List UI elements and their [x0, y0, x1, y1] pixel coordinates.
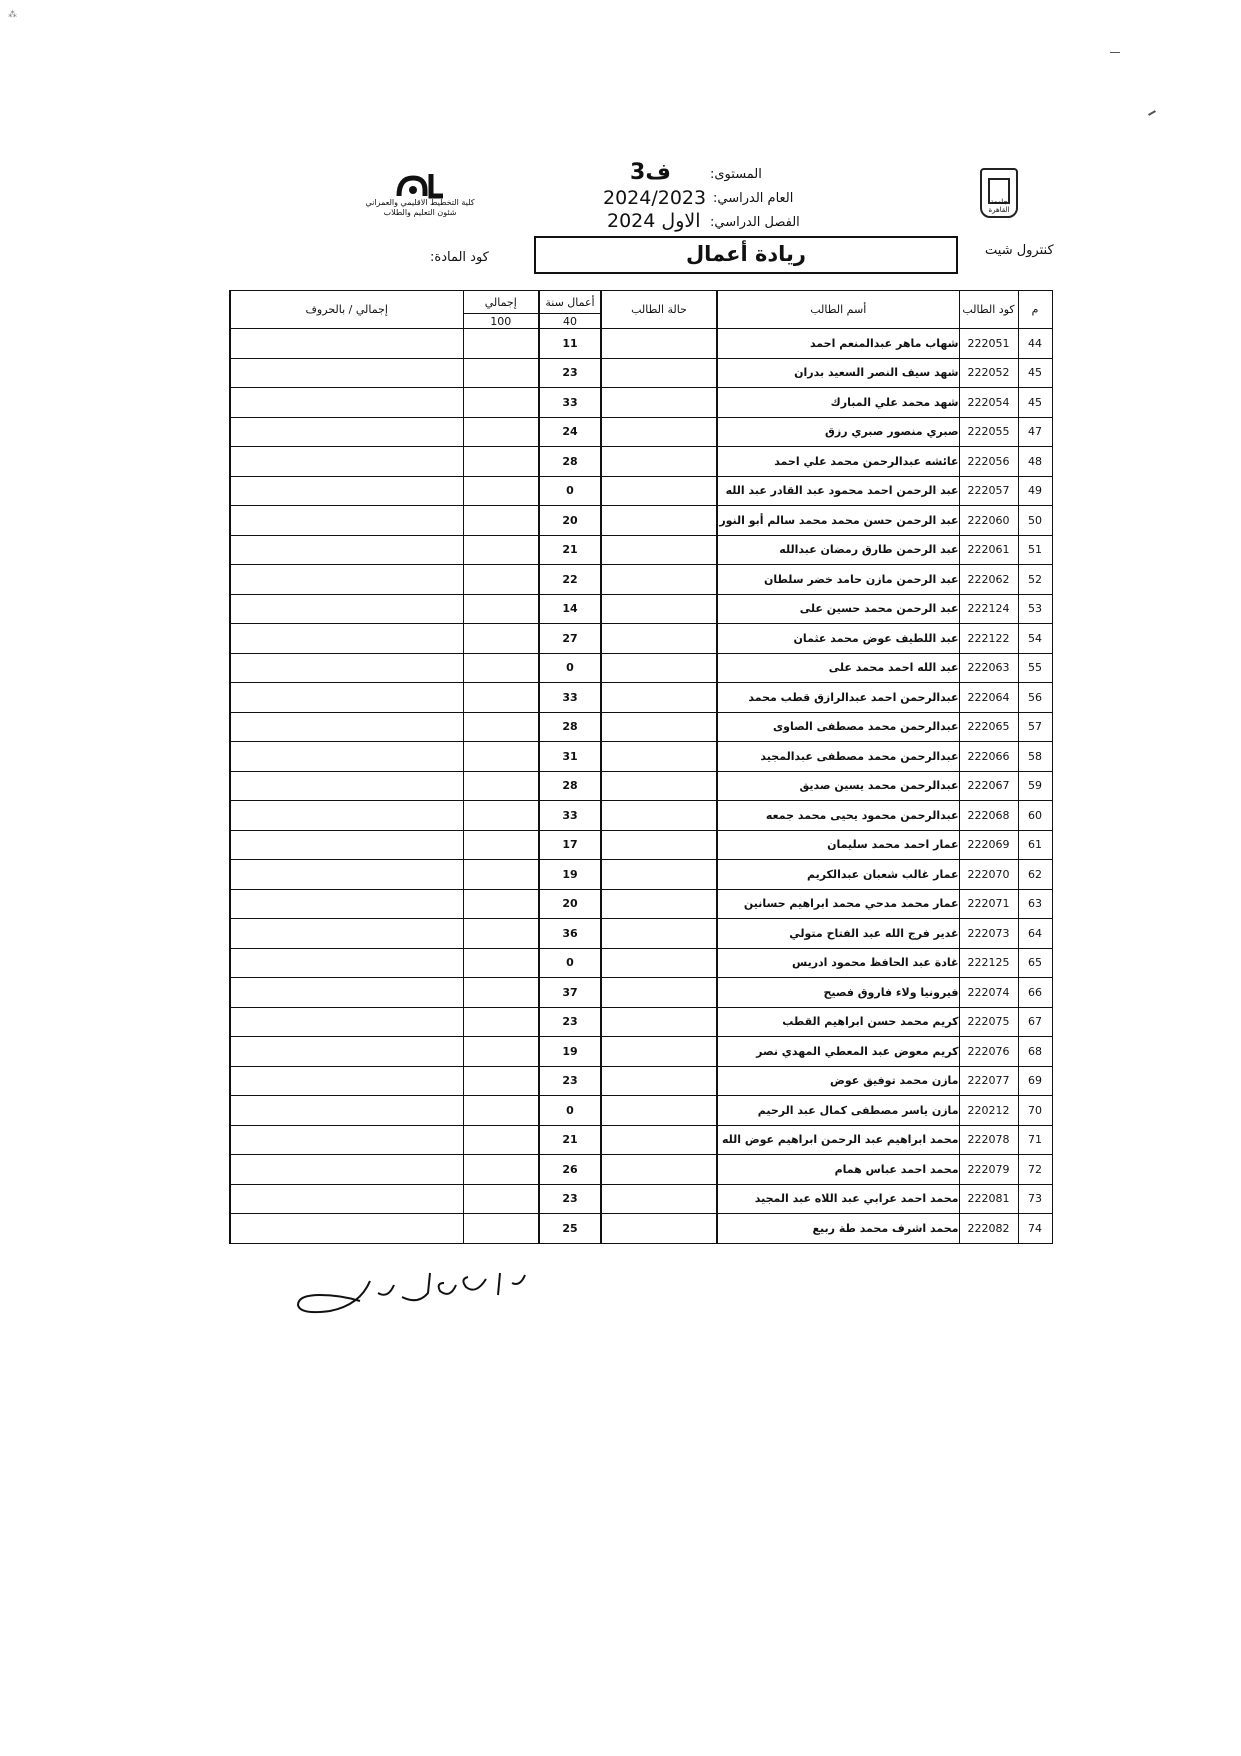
student-code-cell: 222124: [959, 594, 1018, 624]
total-cell: [463, 771, 539, 801]
coursework-cell: 14: [539, 594, 601, 624]
status-cell: [601, 1007, 717, 1037]
total-cell: [463, 1037, 539, 1067]
status-cell: [601, 417, 717, 447]
index-cell: 64: [1018, 919, 1052, 949]
index-cell: 72: [1018, 1155, 1052, 1185]
index-cell: 48: [1018, 447, 1052, 477]
table-row: [230, 771, 1052, 801]
total-cell: [463, 1155, 539, 1185]
total-cell: [463, 712, 539, 742]
student-name-cell: عبد الرحمن حسن محمد محمد سالم أبو النور: [717, 506, 959, 536]
coursework-cell: 0: [539, 653, 601, 683]
total-words-cell: [230, 830, 463, 860]
coursework-cell: 21: [539, 1125, 601, 1155]
coursework-cell: 24: [539, 417, 601, 447]
index-cell: 66: [1018, 978, 1052, 1008]
col-name: أسم الطالب: [717, 291, 959, 329]
index-cell: 49: [1018, 476, 1052, 506]
coursework-cell: 25: [539, 1214, 601, 1244]
student-code-cell: 222056: [959, 447, 1018, 477]
total-cell: [463, 417, 539, 447]
student-code-cell: 222063: [959, 653, 1018, 683]
coursework-cell: 33: [539, 683, 601, 713]
status-cell: [601, 860, 717, 890]
total-cell: [463, 358, 539, 388]
year-label: العام الدراسي:: [713, 191, 794, 206]
table-row: [230, 801, 1052, 831]
student-code-cell: 222067: [959, 771, 1018, 801]
coursework-cell: 33: [539, 388, 601, 418]
table-row: [230, 1037, 1052, 1067]
coursework-cell: 26: [539, 1155, 601, 1185]
status-cell: [601, 948, 717, 978]
table-row: [230, 712, 1052, 742]
index-cell: 51: [1018, 535, 1052, 565]
student-name-cell: شهد سيف النصر السعيد بدران: [717, 358, 959, 388]
total-cell: [463, 535, 539, 565]
total-cell: [463, 801, 539, 831]
table-row: [230, 889, 1052, 919]
total-cell: [463, 1007, 539, 1037]
index-cell: 71: [1018, 1125, 1052, 1155]
total-cell: [463, 1096, 539, 1126]
student-code-cell: 222065: [959, 712, 1018, 742]
status-cell: [601, 594, 717, 624]
status-cell: [601, 919, 717, 949]
coursework-cell: 19: [539, 860, 601, 890]
subject-name: ريادة أعمال: [685, 242, 807, 266]
table-row: [230, 1184, 1052, 1214]
student-name-cell: عمار احمد محمد سليمان: [717, 830, 959, 860]
student-code-cell: 222070: [959, 860, 1018, 890]
table-row: [230, 476, 1052, 506]
student-name-cell: مازن محمد توفيق عوض: [717, 1066, 959, 1096]
total-words-cell: [230, 329, 463, 359]
student-code-cell: 222073: [959, 919, 1018, 949]
total-cell: [463, 830, 539, 860]
total-cell: [463, 742, 539, 772]
coursework-cell: 0: [539, 948, 601, 978]
status-cell: [601, 1096, 717, 1126]
student-code-cell: 222068: [959, 801, 1018, 831]
total-words-cell: [230, 948, 463, 978]
year-value: 2024/2023: [603, 187, 707, 209]
table-row: [230, 919, 1052, 949]
student-name-cell: عمار محمد مدحي محمد ابراهيم حسانين: [717, 889, 959, 919]
total-cell: [463, 860, 539, 890]
status-cell: [601, 742, 717, 772]
total-cell: [463, 329, 539, 359]
student-name-cell: محمد ابراهيم عبد الرحمن ابراهيم عوض الله: [717, 1125, 959, 1155]
status-cell: [601, 801, 717, 831]
student-name-cell: عبدالرحمن محمود يحيى محمد جمعه: [717, 801, 959, 831]
student-code-cell: 222077: [959, 1066, 1018, 1096]
faculty-name: كلية التخطيط الاقليمي والعمراني شئون التعليم والطلاب: [365, 198, 475, 217]
student-name-cell: عبد الرحمن طارق رمضان عبدالله: [717, 535, 959, 565]
table-row: [230, 1066, 1052, 1096]
coursework-cell: 21: [539, 535, 601, 565]
total-cell: [463, 447, 539, 477]
level-label: المستوى:: [710, 167, 762, 182]
student-code-cell: 222062: [959, 565, 1018, 595]
index-cell: 69: [1018, 1066, 1052, 1096]
table-row: [230, 1007, 1052, 1037]
svg-text:د / إيمان عزت: د / إيمان عزت: [415, 1323, 421, 1324]
student-code-cell: 222051: [959, 329, 1018, 359]
status-cell: [601, 1184, 717, 1214]
index-cell: 70: [1018, 1096, 1052, 1126]
student-code-cell: 222057: [959, 476, 1018, 506]
total-words-cell: [230, 1096, 463, 1126]
total-words-cell: [230, 358, 463, 388]
total-cell: [463, 565, 539, 595]
status-cell: [601, 358, 717, 388]
total-words-cell: [230, 801, 463, 831]
status-cell: [601, 329, 717, 359]
student-code-cell: 222061: [959, 535, 1018, 565]
index-cell: 55: [1018, 653, 1052, 683]
table-row: [230, 388, 1052, 418]
total-words-cell: [230, 1214, 463, 1244]
status-cell: [601, 535, 717, 565]
total-words-cell: [230, 594, 463, 624]
index-cell: 52: [1018, 565, 1052, 595]
student-name-cell: صبري منصور صبري رزق: [717, 417, 959, 447]
col-code: كود الطالب: [959, 291, 1018, 329]
student-name-cell: محمد احمد عباس همام: [717, 1155, 959, 1185]
student-name-cell: عبدالرحمن محمد مصطفى عبدالمجيد: [717, 742, 959, 772]
total-cell: [463, 1214, 539, 1244]
student-code-cell: 222074: [959, 978, 1018, 1008]
max-total: 100: [463, 314, 539, 329]
total-words-cell: [230, 771, 463, 801]
index-cell: 53: [1018, 594, 1052, 624]
max-coursework: 40: [539, 314, 601, 329]
coursework-cell: 36: [539, 919, 601, 949]
table-row: [230, 653, 1052, 683]
total-words-cell: [230, 1184, 463, 1214]
student-name-cell: عمار غالب شعبان عبدالكريم: [717, 860, 959, 890]
control-sheet-label: كنترول شيت: [985, 243, 1054, 258]
total-cell: [463, 1125, 539, 1155]
total-cell: [463, 624, 539, 654]
student-code-cell: 222064: [959, 683, 1018, 713]
student-name-cell: عائشه عبدالرحمن محمد علي احمد: [717, 447, 959, 477]
index-cell: 57: [1018, 712, 1052, 742]
coursework-cell: 31: [539, 742, 601, 772]
status-cell: [601, 447, 717, 477]
student-code-cell: 222069: [959, 830, 1018, 860]
status-cell: [601, 1066, 717, 1096]
status-cell: [601, 1125, 717, 1155]
coursework-cell: 19: [539, 1037, 601, 1067]
total-words-cell: [230, 1066, 463, 1096]
semester-value: الاول 2024: [607, 210, 701, 232]
signature-icon: [290, 1265, 540, 1325]
coursework-cell: 20: [539, 506, 601, 536]
total-words-cell: [230, 388, 463, 418]
student-code-cell: 222081: [959, 1184, 1018, 1214]
total-words-cell: [230, 624, 463, 654]
coursework-cell: 0: [539, 1096, 601, 1126]
total-words-cell: [230, 653, 463, 683]
student-code-cell: 222122: [959, 624, 1018, 654]
total-cell: [463, 506, 539, 536]
student-name-cell: مازن ياسر مصطفى كمال عبد الرحيم: [717, 1096, 959, 1126]
student-code-cell: 222060: [959, 506, 1018, 536]
status-cell: [601, 830, 717, 860]
index-cell: 73: [1018, 1184, 1052, 1214]
student-code-cell: 220212: [959, 1096, 1018, 1126]
total-words-cell: [230, 1125, 463, 1155]
total-cell: [463, 919, 539, 949]
index-cell: 60: [1018, 801, 1052, 831]
status-cell: [601, 653, 717, 683]
table-row: [230, 1214, 1052, 1244]
level-value: ف3: [630, 160, 671, 185]
total-words-cell: [230, 919, 463, 949]
student-name-cell: عبد الرحمن محمد حسين على: [717, 594, 959, 624]
total-words-cell: [230, 506, 463, 536]
total-words-cell: [230, 742, 463, 772]
student-code-cell: 222066: [959, 742, 1018, 772]
status-cell: [601, 1037, 717, 1067]
status-cell: [601, 683, 717, 713]
student-code-cell: 222075: [959, 1007, 1018, 1037]
index-cell: 62: [1018, 860, 1052, 890]
student-code-cell: 222052: [959, 358, 1018, 388]
index-cell: 50: [1018, 506, 1052, 536]
index-cell: 54: [1018, 624, 1052, 654]
coursework-cell: 27: [539, 624, 601, 654]
table-row: [230, 329, 1052, 359]
student-code-cell: 222082: [959, 1214, 1018, 1244]
total-words-cell: [230, 683, 463, 713]
table-row: [230, 1155, 1052, 1185]
coursework-cell: 20: [539, 889, 601, 919]
status-cell: [601, 771, 717, 801]
index-cell: 67: [1018, 1007, 1052, 1037]
table-row: [230, 447, 1052, 477]
total-cell: [463, 1184, 539, 1214]
coursework-cell: 33: [539, 801, 601, 831]
student-name-cell: محمد احمد عرابي عبد اللاه عبد المجيد: [717, 1184, 959, 1214]
student-name-cell: كريم محمد حسن ابراهيم القطب: [717, 1007, 959, 1037]
total-words-cell: [230, 860, 463, 890]
table-row: [230, 860, 1052, 890]
university-logo-icon: جامعة القاهرة: [980, 168, 1018, 218]
total-words-cell: [230, 447, 463, 477]
student-code-cell: 222055: [959, 417, 1018, 447]
status-cell: [601, 1214, 717, 1244]
student-name-cell: عبدالرحمن احمد عبدالرازق قطب محمد: [717, 683, 959, 713]
coursework-cell: 22: [539, 565, 601, 595]
coursework-cell: 28: [539, 447, 601, 477]
student-name-cell: عبد الله احمد محمد على: [717, 653, 959, 683]
coursework-cell: 28: [539, 712, 601, 742]
table-row: [230, 683, 1052, 713]
total-cell: [463, 653, 539, 683]
index-cell: 74: [1018, 1214, 1052, 1244]
table-row: [230, 1096, 1052, 1126]
subject-box: [534, 236, 958, 274]
coursework-cell: 11: [539, 329, 601, 359]
status-cell: [601, 388, 717, 418]
status-cell: [601, 712, 717, 742]
col-total: إجمالي: [463, 291, 539, 314]
table-row: [230, 948, 1052, 978]
total-words-cell: [230, 978, 463, 1008]
student-name-cell: شهد محمد علي المبارك: [717, 388, 959, 418]
total-words-cell: [230, 476, 463, 506]
total-words-cell: [230, 417, 463, 447]
total-words-cell: [230, 1037, 463, 1067]
total-cell: [463, 388, 539, 418]
total-cell: [463, 889, 539, 919]
student-code-cell: 222076: [959, 1037, 1018, 1067]
coursework-cell: 28: [539, 771, 601, 801]
student-name-cell: محمد اشرف محمد طة ربيع: [717, 1214, 959, 1244]
status-cell: [601, 978, 717, 1008]
total-cell: [463, 948, 539, 978]
coursework-cell: 23: [539, 1184, 601, 1214]
course-code-label: كود المادة:: [430, 250, 489, 265]
student-name-cell: عبدالرحمن محمد مصطفى الصاوى: [717, 712, 959, 742]
student-code-cell: 222078: [959, 1125, 1018, 1155]
total-cell: [463, 683, 539, 713]
table-row: [230, 535, 1052, 565]
student-name-cell: فيرونيا ولاء فاروق فصيح: [717, 978, 959, 1008]
coursework-cell: 23: [539, 358, 601, 388]
student-name-cell: شهاب ماهر عبدالمنعم احمد: [717, 329, 959, 359]
student-name-cell: عبد اللطيف عوض محمد عثمان: [717, 624, 959, 654]
index-cell: 45: [1018, 388, 1052, 418]
student-name-cell: غادة عبد الحافظ محمود ادريس: [717, 948, 959, 978]
index-cell: 63: [1018, 889, 1052, 919]
coursework-cell: 23: [539, 1066, 601, 1096]
table-row: [230, 565, 1052, 595]
total-cell: [463, 978, 539, 1008]
total-cell: [463, 594, 539, 624]
table-row: [230, 624, 1052, 654]
status-cell: [601, 476, 717, 506]
total-words-cell: [230, 535, 463, 565]
index-cell: 68: [1018, 1037, 1052, 1067]
col-total-words: إجمالي / بالحروف: [230, 291, 463, 329]
status-cell: [601, 889, 717, 919]
status-cell: [601, 1155, 717, 1185]
table-row: [230, 358, 1052, 388]
table-row: [230, 742, 1052, 772]
table-row: [230, 417, 1052, 447]
coursework-cell: 37: [539, 978, 601, 1008]
student-name-cell: عبد الرحمن احمد محمود عبد القادر عبد الله: [717, 476, 959, 506]
col-status: حالة الطالب: [601, 291, 717, 329]
total-words-cell: [230, 1155, 463, 1185]
total-words-cell: [230, 712, 463, 742]
status-cell: [601, 506, 717, 536]
index-cell: 44: [1018, 329, 1052, 359]
index-cell: 65: [1018, 948, 1052, 978]
table-row: [230, 1125, 1052, 1155]
index-cell: 61: [1018, 830, 1052, 860]
total-cell: [463, 476, 539, 506]
col-index: م: [1018, 291, 1052, 329]
table-row: [230, 830, 1052, 860]
semester-label: الفصل الدراسي:: [710, 215, 800, 230]
coursework-cell: 17: [539, 830, 601, 860]
student-name-cell: عبد الرحمن مازن حامد خضر سلطان: [717, 565, 959, 595]
student-name-cell: عبدالرحمن محمد يسين صديق: [717, 771, 959, 801]
index-cell: 56: [1018, 683, 1052, 713]
total-words-cell: [230, 1007, 463, 1037]
coursework-cell: 0: [539, 476, 601, 506]
index-cell: 58: [1018, 742, 1052, 772]
total-words-cell: [230, 889, 463, 919]
student-name-cell: غدير فرج الله عبد الفتاح متولي: [717, 919, 959, 949]
total-cell: [463, 1066, 539, 1096]
grades-table: [229, 290, 1053, 1244]
coursework-cell: 23: [539, 1007, 601, 1037]
status-cell: [601, 565, 717, 595]
student-code-cell: 222054: [959, 388, 1018, 418]
student-code-cell: 222071: [959, 889, 1018, 919]
student-code-cell: 222079: [959, 1155, 1018, 1185]
status-cell: [601, 624, 717, 654]
table-row: [230, 594, 1052, 624]
total-words-cell: [230, 565, 463, 595]
index-cell: 45: [1018, 358, 1052, 388]
student-code-cell: 222125: [959, 948, 1018, 978]
index-cell: 59: [1018, 771, 1052, 801]
faculty-logo-icon: [395, 170, 445, 200]
table-row: [230, 506, 1052, 536]
index-cell: 47: [1018, 417, 1052, 447]
table-row: [230, 978, 1052, 1008]
col-coursework: أعمال سنة: [539, 291, 601, 314]
student-name-cell: كريم معوض عبد المعطي المهدي نصر: [717, 1037, 959, 1067]
